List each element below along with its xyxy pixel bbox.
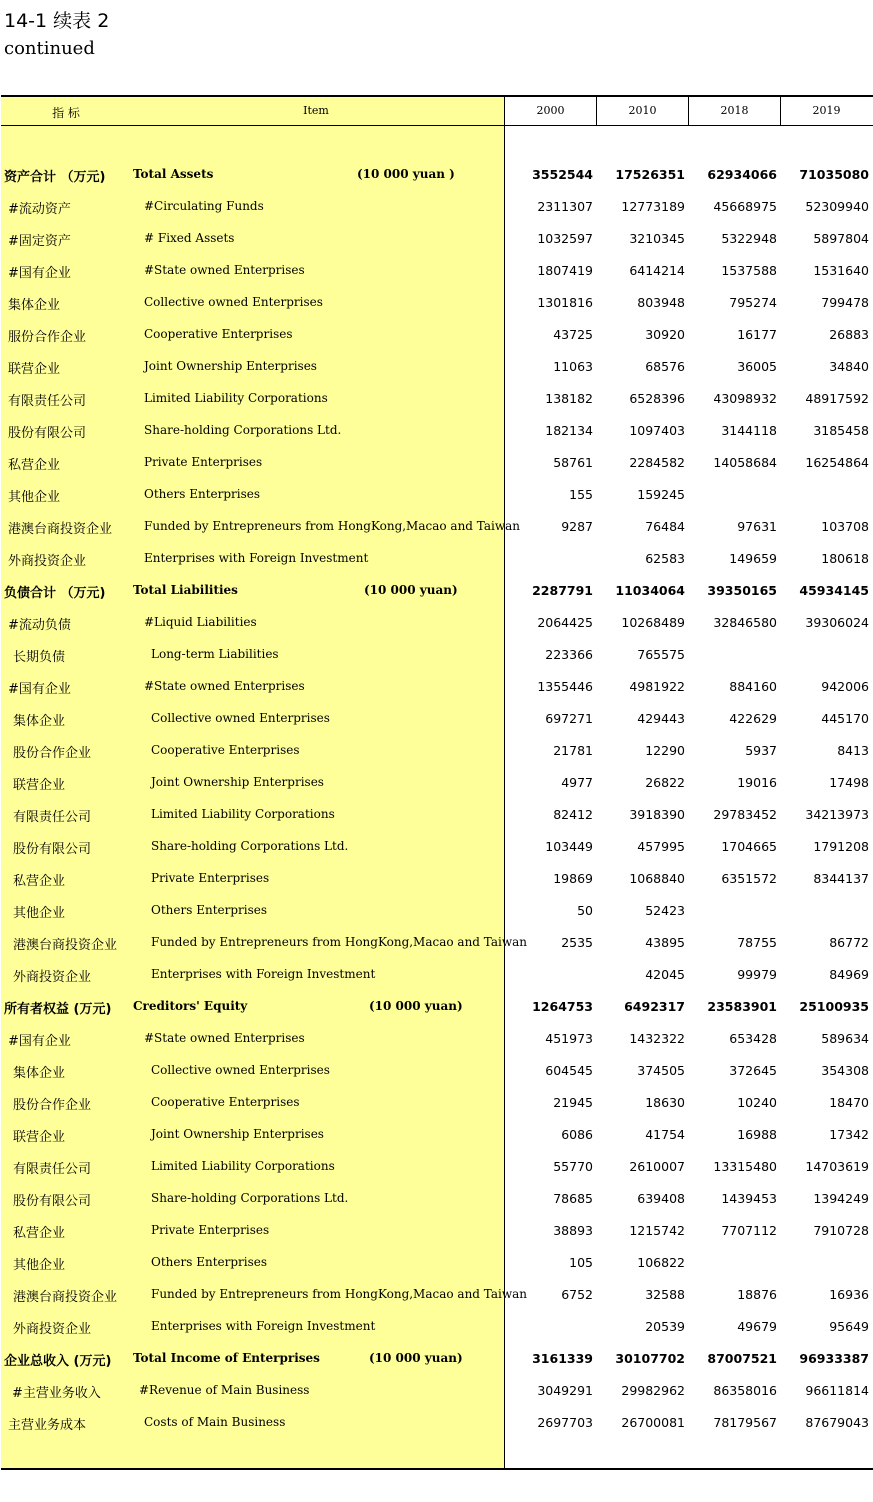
table-row [1,1022,873,1054]
table-row [1,542,873,574]
table-row [1,1374,873,1406]
row-value-2018: 6351572 [721,871,777,886]
row-value-2019: 17342 [829,1127,869,1142]
row-value-2010: 639408 [637,1191,685,1206]
row-indicator-cn: 港澳台商投资企业 [8,522,113,537]
row-item-en: Enterprises with Foreign Investment [151,967,376,981]
row-value-2018: 36005 [737,359,777,374]
row-item-en: Others Enterprises [151,1255,268,1269]
row-value-2010: 1097403 [629,423,685,438]
row-item-en: Long-term Liabilities [151,647,279,661]
row-indicator-cn: 集体企业 [13,1066,66,1081]
row-item-en: Costs of Main Business [144,1415,286,1429]
table-row [1,1086,873,1118]
row-value-2019: 71035080 [799,167,869,182]
row-value-2019: 354308 [821,1063,869,1078]
row-value-2019: 589634 [821,1031,869,1046]
table-row [1,894,873,926]
row-indicator-cn: 港澳台商投资企业 [13,1290,118,1305]
row-item-en: Creditors' Equity [133,999,248,1013]
row-value-2018: 23583901 [707,999,777,1014]
row-value-2018: 3144118 [721,423,777,438]
row-value-2000: 78685 [553,1191,593,1206]
table-row [1,574,873,606]
row-value-2018: 14058684 [713,455,777,470]
row-item-en: Share-holding Corporations Ltd. [151,1191,349,1205]
row-value-2018: 16988 [737,1127,777,1142]
row-unit: (10 000 yuan ) [357,167,455,181]
row-item-en: Others Enterprises [144,487,261,501]
row-value-2018: 43098932 [713,391,777,406]
row-indicator-cn: 联营企业 [8,362,61,377]
table-row [1,990,873,1022]
row-value-2019: 14703619 [805,1159,869,1174]
row-value-2000: 2287791 [532,583,593,598]
row-value-2010: 106822 [637,1255,685,1270]
row-item-en: Total Liabilities [133,583,238,597]
row-value-2018: 99979 [737,967,777,982]
statistics-table [1,95,873,1470]
table-row [1,734,873,766]
row-indicator-cn: 联营企业 [13,1130,66,1145]
row-value-2019: 799478 [821,295,869,310]
table-row [1,478,873,510]
row-value-2000: 604545 [545,1063,593,1078]
row-value-2010: 43895 [645,935,685,950]
row-indicator-cn: #流动负债 [8,618,71,633]
row-item-en: #Liquid Liabilities [144,615,257,629]
row-value-2010: 76484 [645,519,685,534]
row-value-2019: 45934145 [799,583,869,598]
header-year: 2000 [536,104,565,117]
row-value-2018: 45668975 [713,199,777,214]
table-row [1,414,873,446]
row-value-2018: 32846580 [713,615,777,630]
row-unit: (10 000 yuan) [369,999,463,1013]
row-value-2010: 12773189 [621,199,685,214]
row-indicator-cn: 有限责任公司 [8,394,87,409]
row-value-2000: 82412 [553,807,593,822]
row-value-2018: 1439453 [721,1191,777,1206]
row-item-en: Limited Liability Corporations [144,391,328,405]
row-value-2010: 6528396 [629,391,685,406]
table-row [1,350,873,382]
row-item-en: Cooperative Enterprises [144,327,293,341]
row-value-2019: 5897804 [813,231,869,246]
row-item-en: Total Assets [133,167,214,181]
table-row [1,958,873,990]
row-value-2019: 95649 [829,1319,869,1334]
row-value-2019: 1531640 [813,263,869,278]
table-row [1,766,873,798]
table-row [1,254,873,286]
row-indicator-cn: #国有企业 [8,266,71,281]
row-indicator-cn: 外商投资企业 [8,554,87,569]
row-value-2018: 39350165 [707,583,777,598]
table-row [1,286,873,318]
row-value-2019: 96611814 [805,1383,869,1398]
table-row [1,1278,873,1310]
row-value-2018: 86358016 [713,1383,777,1398]
row-item-en: Funded by Entrepreneurs from HongKong,Macao and Taiwan [151,1287,528,1301]
row-value-2019: 1791208 [813,839,869,854]
row-indicator-cn: 其他企业 [8,490,61,505]
row-value-2018: 653428 [729,1031,777,1046]
row-value-2010: 62583 [645,551,685,566]
row-item-en: Enterprises with Foreign Investment [151,1319,376,1333]
row-indicator-cn: 负债合计 （万元) [4,586,106,601]
row-value-2000: 1301816 [537,295,593,310]
row-value-2019: 25100935 [799,999,869,1014]
row-value-2019: 52309940 [805,199,869,214]
row-value-2018: 29783452 [713,807,777,822]
row-value-2000: 43725 [553,327,593,342]
row-value-2019: 26883 [829,327,869,342]
row-item-en: Private Enterprises [144,455,263,469]
table-row [1,798,873,830]
row-indicator-cn: 联营企业 [13,778,66,793]
row-value-2000: 50 [577,903,593,918]
row-value-2018: 62934066 [707,167,777,182]
row-value-2000: 451973 [545,1031,593,1046]
row-value-2019: 8413 [837,743,869,758]
row-value-2000: 4977 [561,775,593,790]
row-value-2018: 1537588 [721,263,777,278]
header-rule [1,125,873,126]
row-value-2000: 103449 [545,839,593,854]
row-indicator-cn: 私营企业 [13,874,66,889]
row-value-2018: 5937 [745,743,777,758]
row-value-2018: 1704665 [721,839,777,854]
row-item-en: Limited Liability Corporations [151,807,335,821]
row-value-2000: 105 [569,1255,593,1270]
row-value-2010: 1068840 [629,871,685,886]
row-value-2000: 58761 [553,455,593,470]
row-value-2000: 55770 [553,1159,593,1174]
row-indicator-cn: 主营业务成本 [8,1418,87,1433]
row-value-2018: 149659 [729,551,777,566]
row-value-2010: 26700081 [621,1415,685,1430]
row-item-en: #State owned Enterprises [144,1031,305,1045]
row-value-2000: 1264753 [532,999,593,1014]
row-value-2010: 159245 [637,487,685,502]
row-value-2018: 422629 [729,711,777,726]
table-row [1,1406,873,1438]
row-indicator-cn: 港澳台商投资企业 [13,938,118,953]
table-row [1,510,873,542]
row-indicator-cn: 其他企业 [13,906,66,921]
row-value-2019: 1394249 [813,1191,869,1206]
row-value-2018: 372645 [729,1063,777,1078]
row-value-2000: 3552544 [532,167,593,182]
row-value-2018: 78179567 [713,1415,777,1430]
row-value-2018: 10240 [737,1095,777,1110]
row-item-en: Collective owned Enterprises [151,1063,330,1077]
row-value-2018: 97631 [737,519,777,534]
table-row [1,1342,873,1374]
table-row [1,702,873,734]
row-value-2019: 180618 [821,551,869,566]
row-value-2019: 87679043 [805,1415,869,1430]
header-item: Item [303,104,329,117]
row-item-en: Private Enterprises [151,1223,270,1237]
table-row [1,862,873,894]
table-row [1,670,873,702]
row-value-2010: 2610007 [629,1159,685,1174]
row-item-en: # Fixed Assets [144,231,235,245]
row-value-2010: 1215742 [629,1223,685,1238]
table-row [1,1150,873,1182]
row-value-2010: 1432322 [629,1031,685,1046]
table-row [1,446,873,478]
table-row [1,1310,873,1342]
row-value-2018: 7707112 [721,1223,777,1238]
row-value-2019: 39306024 [805,615,869,630]
row-item-en: Cooperative Enterprises [151,743,300,757]
row-value-2010: 12290 [645,743,685,758]
row-indicator-cn: 长期负债 [13,650,66,665]
row-value-2019: 18470 [829,1095,869,1110]
row-item-en: Others Enterprises [151,903,268,917]
row-value-2000: 21945 [553,1095,593,1110]
row-value-2018: 49679 [737,1319,777,1334]
row-indicator-cn: #主营业务收入 [12,1386,101,1401]
row-value-2019: 17498 [829,775,869,790]
row-value-2010: 6492317 [624,999,685,1014]
row-value-2018: 5322948 [721,231,777,246]
table-row [1,158,873,190]
row-value-2018: 18876 [737,1287,777,1302]
row-value-2000: 2064425 [537,615,593,630]
row-item-en: Collective owned Enterprises [144,295,323,309]
row-value-2018: 16177 [737,327,777,342]
row-value-2010: 2284582 [629,455,685,470]
row-indicator-cn: 集体企业 [8,298,61,313]
row-value-2019: 16254864 [805,455,869,470]
row-value-2018: 795274 [729,295,777,310]
row-value-2018: 87007521 [707,1351,777,1366]
table-row [1,1118,873,1150]
row-item-en: Collective owned Enterprises [151,711,330,725]
row-item-en: Joint Ownership Enterprises [151,775,324,789]
row-indicator-cn: #固定资产 [8,234,71,249]
row-indicator-cn: 私营企业 [8,458,61,473]
row-value-2010: 17526351 [615,167,685,182]
row-item-en: #Revenue of Main Business [139,1383,310,1397]
row-indicator-cn: #流动资产 [8,202,71,217]
row-value-2000: 38893 [553,1223,593,1238]
row-value-2000: 1355446 [537,679,593,694]
row-value-2010: 41754 [645,1127,685,1142]
table-row [1,318,873,350]
row-indicator-cn: 其他企业 [13,1258,66,1273]
row-value-2000: 1032597 [537,231,593,246]
row-item-en: Funded by Entrepreneurs from HongKong,Macao and Taiwan [151,935,528,949]
row-value-2000: 3161339 [532,1351,593,1366]
row-value-2010: 765575 [637,647,685,662]
row-value-2010: 803948 [637,295,685,310]
row-value-2010: 18630 [645,1095,685,1110]
row-indicator-cn: #国有企业 [8,1034,71,1049]
row-value-2000: 19869 [553,871,593,886]
row-item-en: Joint Ownership Enterprises [151,1127,324,1141]
row-value-2019: 34213973 [805,807,869,822]
row-value-2019: 84969 [829,967,869,982]
table-row [1,830,873,862]
table-row [1,606,873,638]
row-value-2018: 13315480 [713,1159,777,1174]
row-value-2000: 21781 [553,743,593,758]
row-value-2010: 32588 [645,1287,685,1302]
table-row [1,1214,873,1246]
row-value-2000: 2535 [561,935,593,950]
row-item-en: Share-holding Corporations Ltd. [151,839,349,853]
row-value-2019: 86772 [829,935,869,950]
row-indicator-cn: 集体企业 [13,714,66,729]
table-row [1,926,873,958]
row-item-en: Limited Liability Corporations [151,1159,335,1173]
bottom-rule [1,1468,873,1470]
row-indicator-cn: 股份有限公司 [8,426,87,441]
row-value-2000: 223366 [545,647,593,662]
row-indicator-cn: 所有者权益 (万元) [4,1002,112,1017]
row-value-2019: 103708 [821,519,869,534]
row-item-en: Funded by Entrepreneurs from HongKong,Macao and Taiwan [144,519,521,533]
row-value-2019: 16936 [829,1287,869,1302]
row-value-2010: 68576 [645,359,685,374]
row-value-2010: 52423 [645,903,685,918]
row-item-en: #State owned Enterprises [144,679,305,693]
row-value-2010: 3210345 [629,231,685,246]
row-value-2010: 6414214 [629,263,685,278]
header-year: 2019 [812,104,841,117]
row-indicator-cn: 服份合作企业 [8,330,87,345]
row-item-en: #Circulating Funds [144,199,264,213]
row-value-2000: 6752 [561,1287,593,1302]
row-value-2019: 7910728 [813,1223,869,1238]
row-indicator-cn: 私营企业 [13,1226,66,1241]
row-value-2010: 30920 [645,327,685,342]
row-value-2000: 182134 [545,423,593,438]
row-value-2010: 429443 [637,711,685,726]
row-value-2010: 11034064 [615,583,685,598]
row-indicator-cn: 资产合计 （万元) [4,170,106,185]
row-value-2019: 445170 [821,711,869,726]
row-value-2019: 96933387 [799,1351,869,1366]
row-value-2010: 42045 [645,967,685,982]
row-item-en: #State owned Enterprises [144,263,305,277]
row-value-2010: 457995 [637,839,685,854]
row-value-2000: 697271 [545,711,593,726]
row-value-2010: 29982962 [621,1383,685,1398]
table-row [1,1054,873,1086]
row-indicator-cn: 股份合作企业 [13,746,92,761]
row-value-2019: 942006 [821,679,869,694]
row-value-2010: 10268489 [621,615,685,630]
row-indicator-cn: 有限责任公司 [13,1162,92,1177]
row-indicator-cn: 企业总收入 (万元) [4,1354,112,1369]
row-item-en: Enterprises with Foreign Investment [144,551,369,565]
row-value-2019: 48917592 [805,391,869,406]
row-item-en: Total Income of Enterprises [133,1351,320,1365]
row-item-en: Cooperative Enterprises [151,1095,300,1109]
row-item-en: Joint Ownership Enterprises [144,359,317,373]
row-unit: (10 000 yuan) [364,583,458,597]
header-indicator: 指 标 [52,106,80,120]
row-value-2018: 19016 [737,775,777,790]
row-indicator-cn: 股份有限公司 [13,1194,92,1209]
row-value-2010: 30107702 [615,1351,685,1366]
top-rule [1,95,873,97]
row-value-2000: 155 [569,487,593,502]
row-value-2010: 20539 [645,1319,685,1334]
row-value-2000: 2311307 [537,199,593,214]
row-value-2000: 138182 [545,391,593,406]
row-value-2018: 884160 [729,679,777,694]
row-value-2010: 3918390 [629,807,685,822]
row-value-2000: 2697703 [537,1415,593,1430]
table-row [1,222,873,254]
row-value-2019: 3185458 [813,423,869,438]
table-row [1,1182,873,1214]
table-title-en: continued [4,38,95,59]
row-value-2000: 1807419 [537,263,593,278]
row-item-en: Private Enterprises [151,871,270,885]
row-value-2000: 3049291 [537,1383,593,1398]
row-value-2019: 34840 [829,359,869,374]
row-value-2010: 26822 [645,775,685,790]
row-indicator-cn: 有限责任公司 [13,810,92,825]
table-row [1,638,873,670]
header-year: 2010 [628,104,657,117]
row-item-en: Share-holding Corporations Ltd. [144,423,342,437]
row-value-2018: 78755 [737,935,777,950]
table-row [1,1246,873,1278]
row-value-2010: 374505 [637,1063,685,1078]
row-indicator-cn: 股份有限公司 [13,842,92,857]
table-title-cn: 14-1 续表 2 [4,10,110,32]
header-year: 2018 [720,104,749,117]
row-value-2000: 6086 [561,1127,593,1142]
table-row [1,190,873,222]
row-value-2000: 9287 [561,519,593,534]
row-unit: (10 000 yuan) [369,1351,463,1365]
row-indicator-cn: 外商投资企业 [13,1322,92,1337]
row-indicator-cn: 股份合作企业 [13,1098,92,1113]
row-value-2019: 8344137 [813,871,869,886]
table-row [1,382,873,414]
row-value-2010: 4981922 [629,679,685,694]
row-indicator-cn: #国有企业 [8,682,71,697]
row-value-2000: 11063 [553,359,593,374]
row-indicator-cn: 外商投资企业 [13,970,92,985]
